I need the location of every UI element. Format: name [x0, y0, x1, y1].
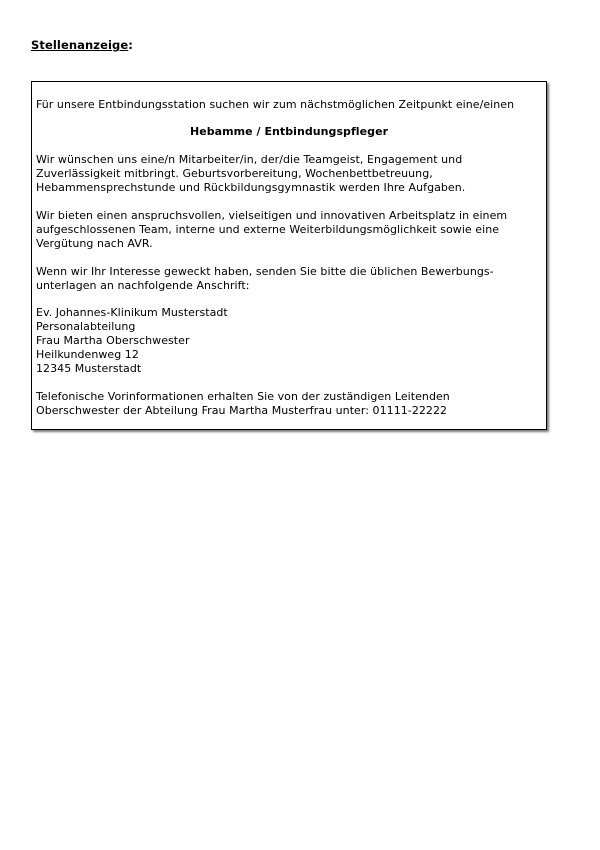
page-heading — [31, 38, 133, 52]
address-line-3: Frau Martha Oberschwester — [36, 334, 190, 347]
requirements-line-3: Hebammensprechstunde und Rückbildungsgymnastik werden Ihre Aufgaben. — [36, 181, 466, 194]
contact-line-2: Oberschwester der Abteilung Frau Martha Musterfrau unter: 01111-22222 — [36, 404, 448, 417]
address-line-2: Personalabteilung — [36, 320, 136, 333]
application-line-1: Wenn wir Ihr Interesse geweckt haben, senden Sie bitte die üblichen Bewerbungs- — [36, 265, 494, 278]
offer-line-3: Vergütung nach AVR. — [36, 237, 153, 250]
address-line-4: Heilkundenweg 12 — [36, 348, 139, 361]
job-ad-box — [31, 81, 547, 430]
address-line-1: Ev. Johannes-Klinikum Musterstadt — [36, 306, 228, 319]
intro-text: Für unsere Entbindungsstation suchen wir zum nächstmöglichen Zeitpunkt eine/einen — [36, 98, 515, 111]
offer-line-1: Wir bieten einen anspruchsvollen, vielseitigen und innovativen Arbeitsplatz in einem — [36, 209, 508, 222]
contact-line-1: Telefonische Vorinformationen erhalten Sie von der zuständigen Leitenden — [36, 390, 450, 403]
job-title: Hebamme / Entbindungspfleger — [189, 125, 389, 138]
requirements-line-2: Zuverlässigkeit mitbringt. Geburtsvorbereitung, Wochenbettbetreuung, — [36, 167, 433, 180]
heading-colon: : — [128, 38, 133, 52]
offer-line-2: aufgeschlossenen Team, interne und externe Weiterbildungsmöglichkeit sowie eine — [36, 223, 500, 236]
address-line-5: 12345 Musterstadt — [36, 362, 142, 375]
requirements-line-1: Wir wünschen uns eine/n Mitarbeiter/in, der/die Teamgeist, Engagement und — [36, 153, 463, 166]
application-line-2: unterlagen an nachfolgende Anschrift: — [36, 279, 250, 292]
heading-label: Stellenanzeige — [31, 38, 129, 52]
